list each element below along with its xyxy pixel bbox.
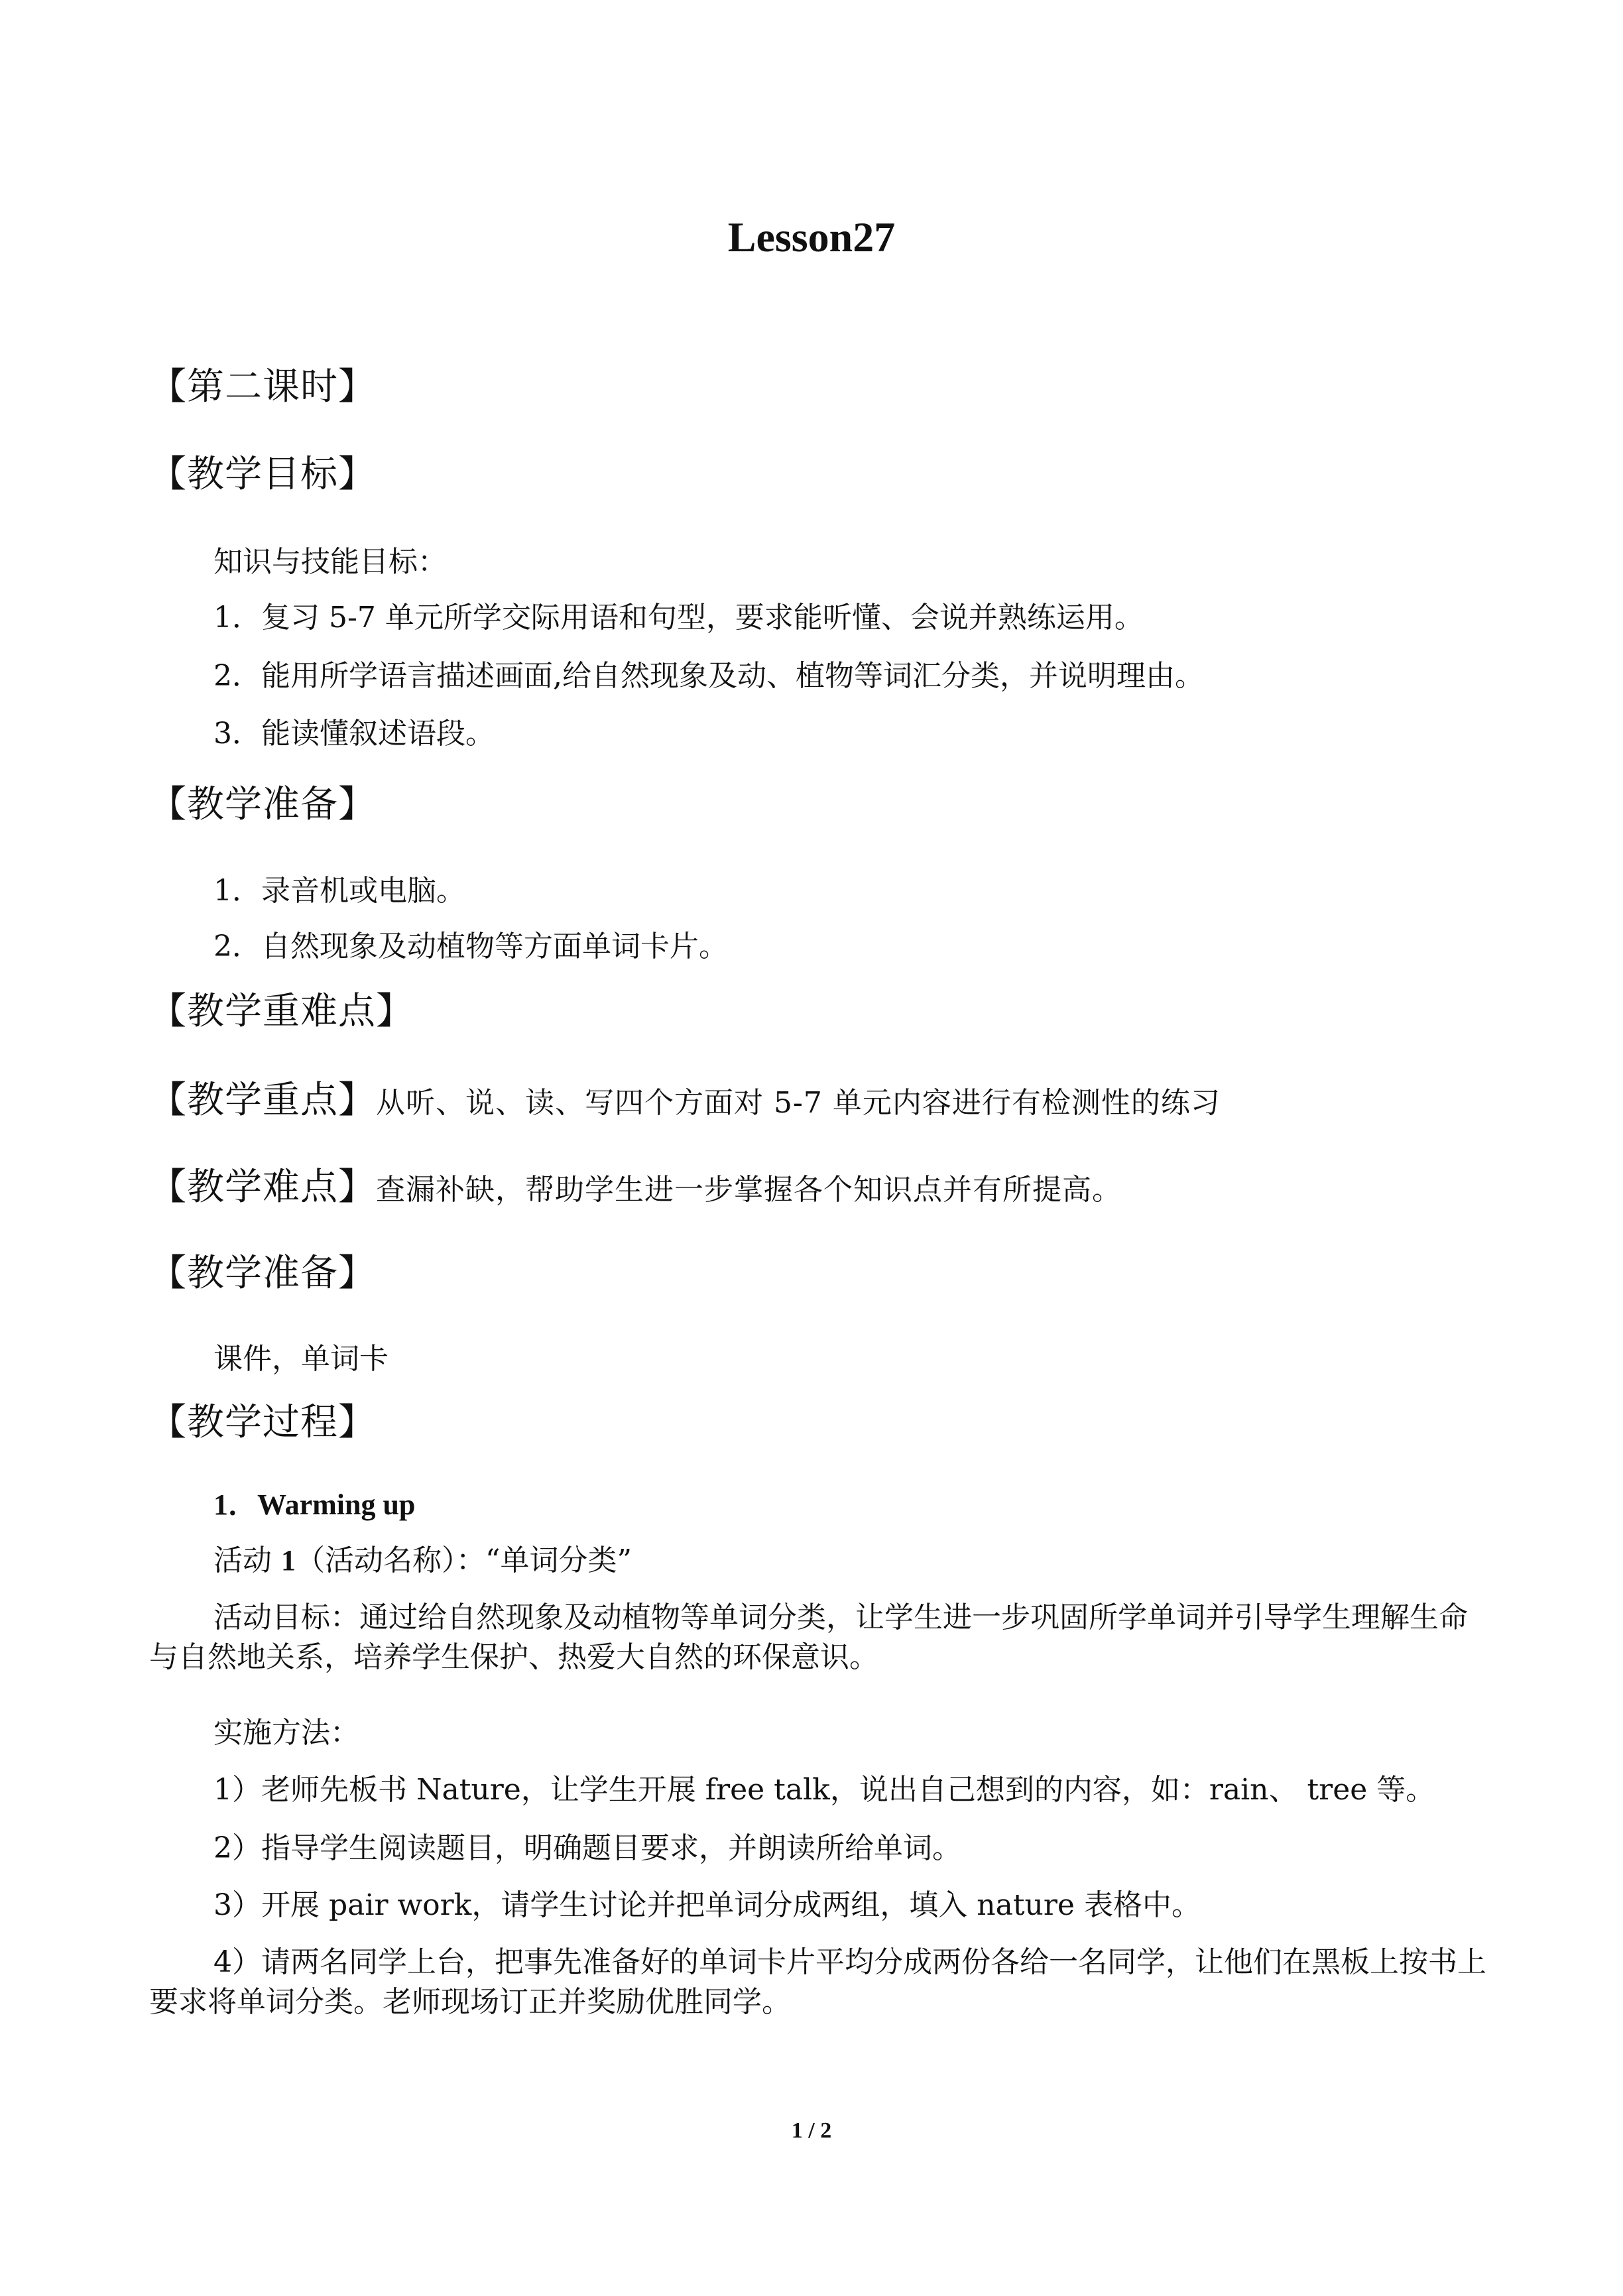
step-title: Warming up [257, 1488, 416, 1521]
objective-item-3: 3．能读懂叙述语段。 [213, 717, 495, 751]
focus-label: 【教学重点】 [149, 1079, 376, 1122]
method-label: 实施方法： [213, 1716, 359, 1750]
method-step-4: 4）请两名同学上台，把事先准备好的单词卡片平均分成两份各给一名同学，让他们在黑板上按书上要求将单词分类。老师现场订正并奖励优胜同学。 [149, 1945, 1486, 2019]
activity-prefix: 活动 [213, 1543, 281, 1577]
preparation-heading: 【教学准备】 [149, 783, 376, 826]
focus-text: 从听、说、读、写四个方面对 5-7 单元内容进行有检测性的练习 [376, 1086, 1221, 1120]
step-number: 1． [213, 1488, 257, 1521]
difficulty-label: 【教学难点】 [149, 1166, 376, 1209]
process-heading: 【教学过程】 [149, 1401, 376, 1444]
page-title: Lesson27 [727, 213, 896, 261]
step-heading [213, 1485, 415, 1525]
preparation-item-1: 1．录音机或电脑。 [213, 874, 465, 908]
objectives-intro: 知识与技能目标： [213, 545, 447, 579]
activity-goal-block [149, 1598, 1488, 1677]
activity-goal: 活动目标：通过给自然现象及动植物等单词分类，让学生进一步巩固所学单词并引导学生理解生命与自然地关系，培养学生保护、热爱大自然的环保意识。 [149, 1601, 1468, 1674]
preparation-item-2: 2．自然现象及动植物等方面单词卡片。 [213, 930, 728, 963]
activity-line [213, 1541, 632, 1581]
method-step-2: 2）指导学生阅读题目，明确题目要求，并朗读所给单词。 [213, 1831, 961, 1865]
objective-item-1: 1．复习 5-7 单元所学交际用语和句型，要求能听懂、会说并熟练运用。 [213, 601, 1144, 634]
preparation2-heading: 【教学准备】 [149, 1252, 376, 1295]
page-number: 1 / 2 [791, 2118, 832, 2143]
difficulty-text: 查漏补缺，帮助学生进一步掌握各个知识点并有所提高。 [376, 1173, 1122, 1207]
difficulty-line [149, 1164, 1122, 1214]
keypoints-heading: 【教学重难点】 [149, 990, 414, 1033]
activity-name: （活动名称）：“单词分类” [296, 1543, 632, 1577]
focus-line [149, 1077, 1221, 1127]
method-step-3: 3）开展 pair work，请学生讨论并把单词分成两组，填入 nature 表格中。 [213, 1888, 1201, 1922]
objective-item-2: 2．能用所学语言描述画面,给自然现象及动、植物等词汇分类，并说明理由。 [213, 659, 1204, 693]
activity-number: 1 [281, 1544, 296, 1577]
preparation2-text: 课件，单词卡 [213, 1342, 389, 1376]
session-heading: 【第二课时】 [149, 365, 376, 408]
objectives-heading: 【教学目标】 [149, 453, 376, 496]
method-step-1: 1）老师先板书 Nature，让学生开展 free talk，说出自己想到的内容，如：rain、 tree 等。 [213, 1773, 1435, 1807]
method-step-4-block [149, 1943, 1488, 2022]
